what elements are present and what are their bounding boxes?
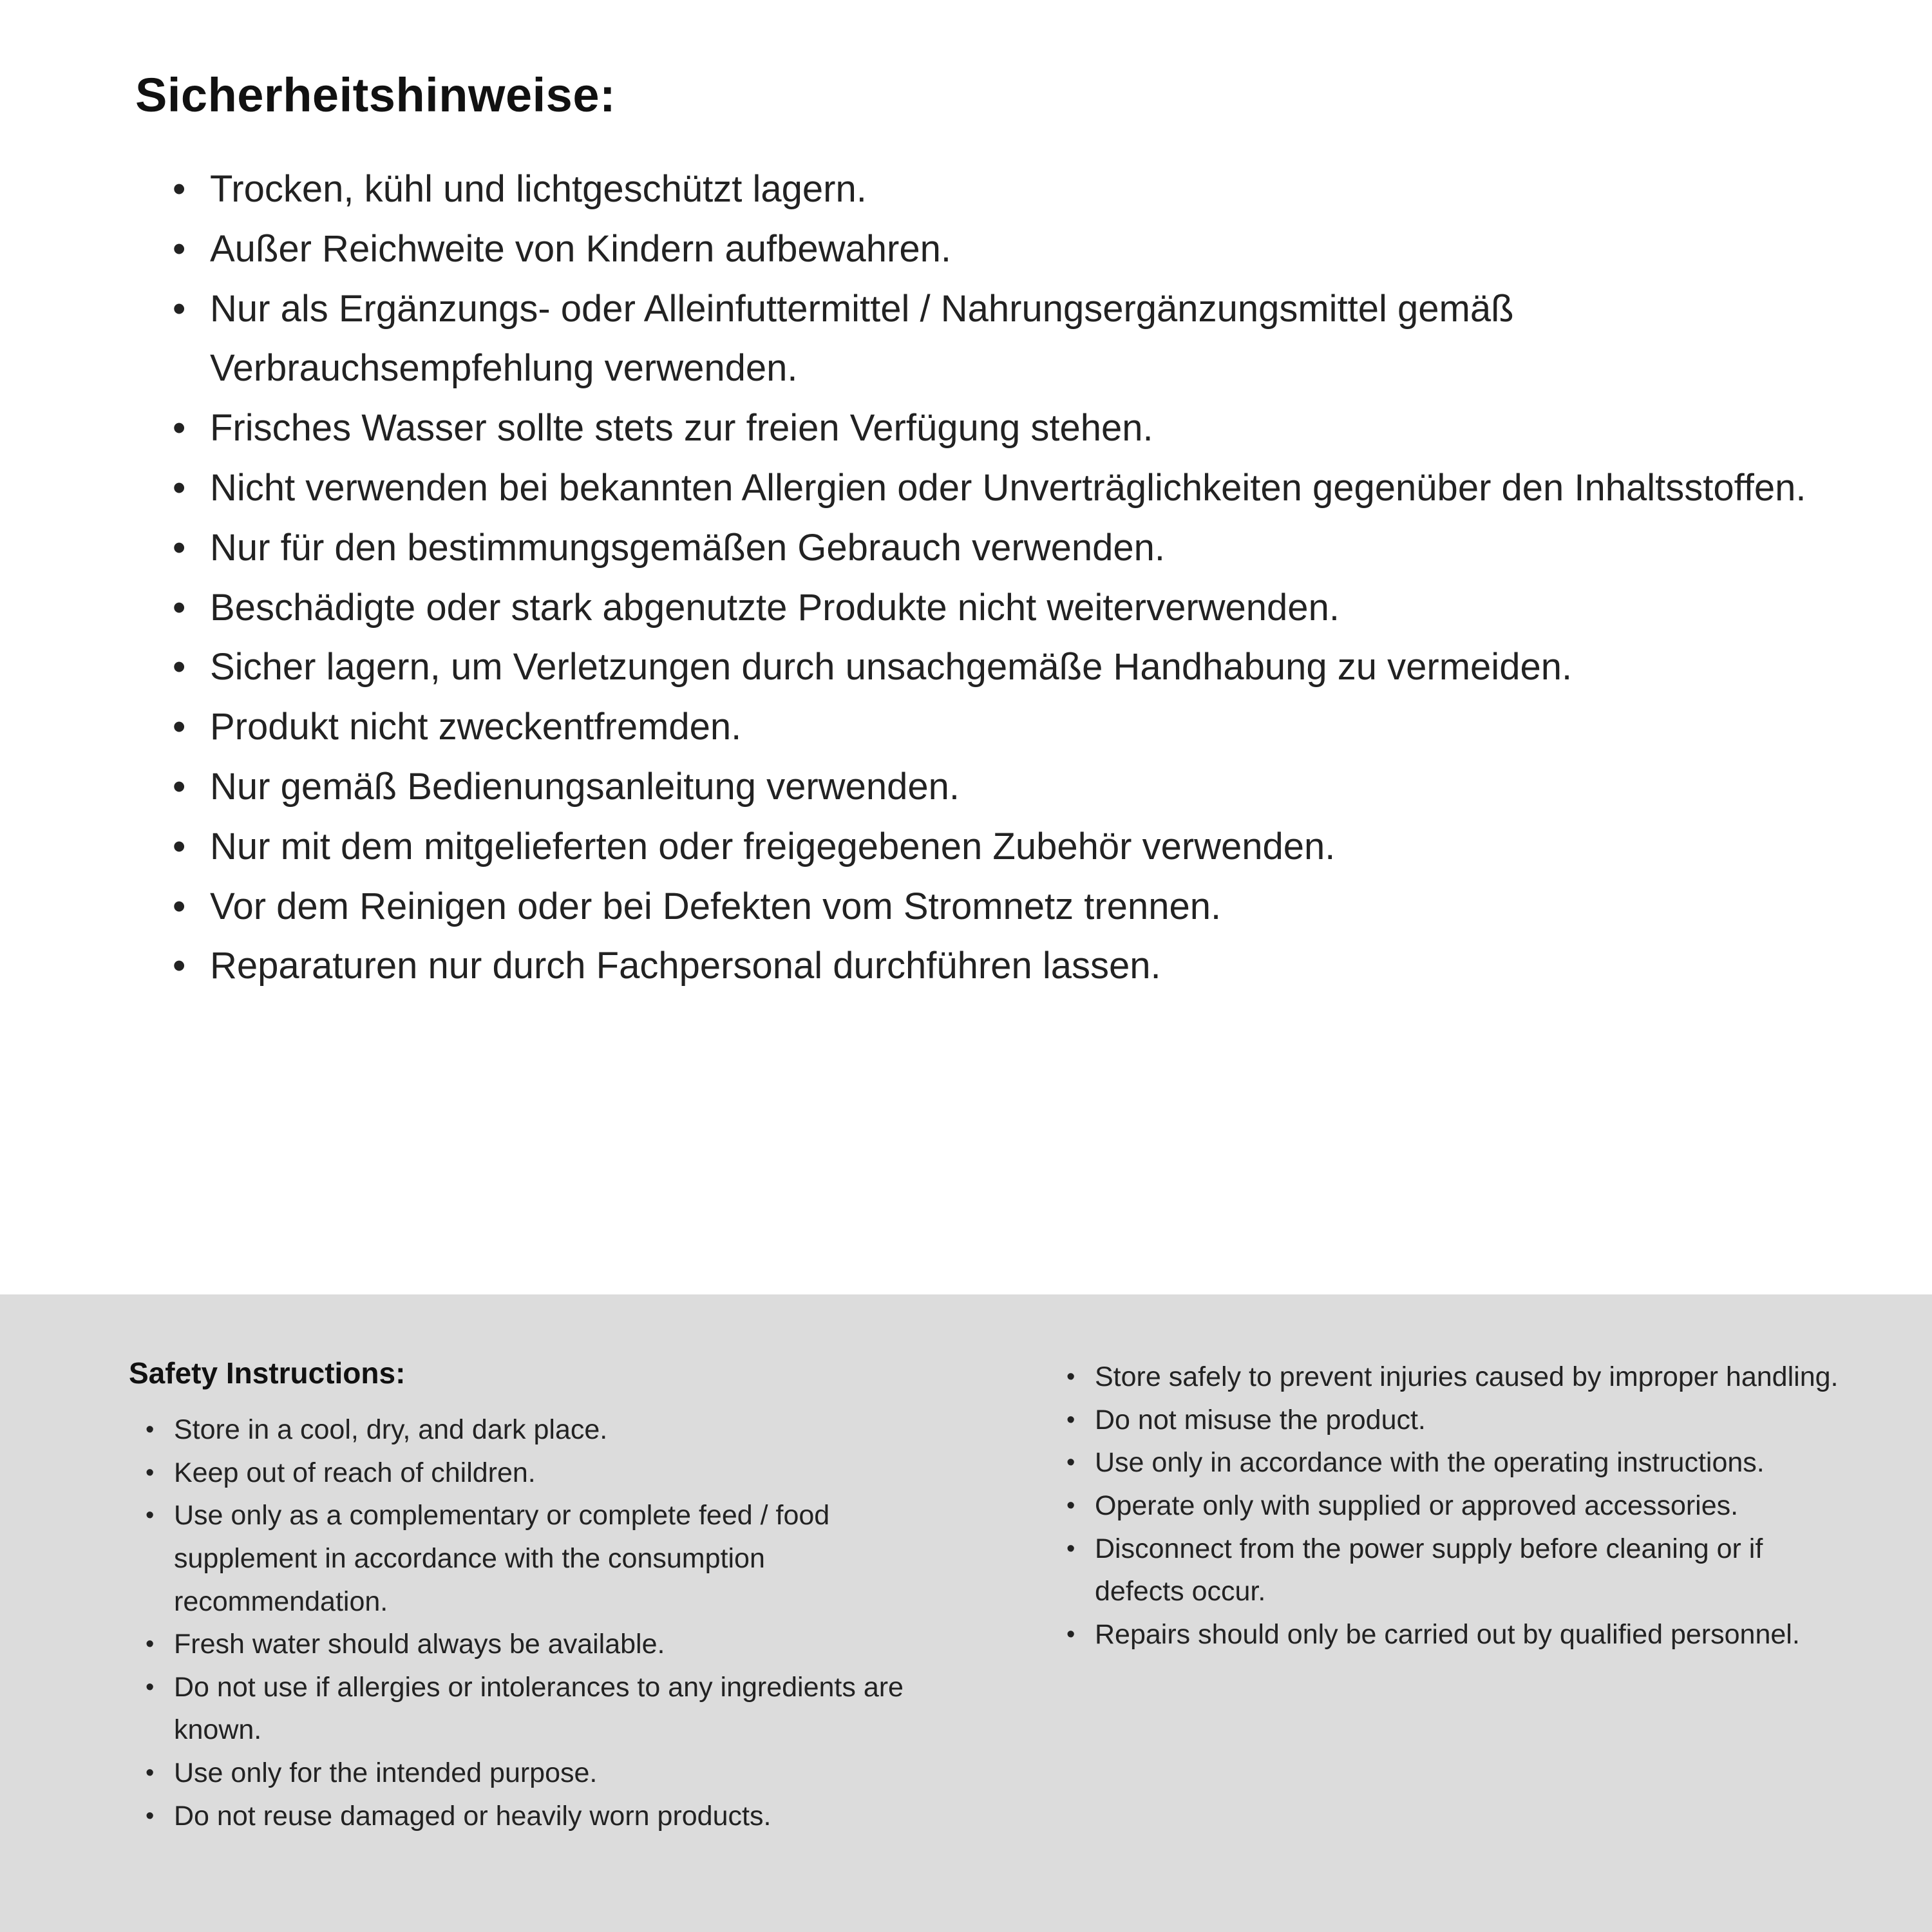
- list-item: • Nur als Ergänzungs- oder Alleinfuttermittel / Nahrungsergänzungsmittel gemäß Verbrauchsempfehlung verwenden.: [173, 279, 1816, 399]
- list-item: • Nur für den bestimmungsgemäßen Gebrauch verwenden.: [173, 518, 1816, 578]
- list-item: • Vor dem Reinigen oder bei Defekten vom Stromnetz trennen.: [173, 877, 1816, 937]
- list-item: • Nur gemäß Bedienungsanleitung verwenden.: [173, 757, 1816, 817]
- english-left-column: [129, 1356, 972, 1893]
- english-safety-list-right: [1050, 1356, 1842, 1656]
- list-item: • Beschädigte oder stark abgenutzte Produkte nicht weiterverwenden.: [173, 578, 1816, 638]
- list-item: • Do not use if allergies or intolerances to any ingredients are known.: [146, 1666, 972, 1752]
- list-item: • Use only in accordance with the operating instructions.: [1066, 1441, 1842, 1484]
- list-item: • Frisches Wasser sollte stets zur freien Verfügung stehen.: [173, 399, 1816, 459]
- list-item: • Do not misuse the product.: [1066, 1399, 1842, 1442]
- list-item: • Reparaturen nur durch Fachpersonal durchführen lassen.: [173, 936, 1816, 996]
- german-safety-list: [135, 160, 1816, 996]
- list-item: • Store in a cool, dry, and dark place.: [146, 1408, 972, 1452]
- list-item: • Fresh water should always be available.: [146, 1623, 972, 1666]
- english-safety-section: [0, 1294, 1932, 1932]
- list-item: • Produkt nicht zweckentfremden.: [173, 697, 1816, 757]
- list-item: • Operate only with supplied or approved accessories.: [1066, 1484, 1842, 1528]
- english-right-column: [1050, 1356, 1842, 1893]
- list-item: • Use only for the intended purpose.: [146, 1752, 972, 1795]
- english-safety-list-left: [129, 1408, 972, 1837]
- list-item: • Sicher lagern, um Verletzungen durch unsachgemäße Handhabung zu vermeiden.: [173, 638, 1816, 697]
- german-section-heading: Sicherheitshinweise:: [135, 68, 616, 122]
- list-item: • Nicht verwenden bei bekannten Allergien oder Unverträglichkeiten gegenüber den Inhaltsstoffen.: [173, 459, 1816, 518]
- list-item: • Außer Reichweite von Kindern aufbewahren.: [173, 220, 1816, 279]
- list-item: • Repairs should only be carried out by qualified personnel.: [1066, 1613, 1842, 1656]
- list-item: • Store safely to prevent injuries caused by improper handling.: [1066, 1356, 1842, 1399]
- list-item: • Do not reuse damaged or heavily worn products.: [146, 1795, 972, 1838]
- list-item: • Trocken, kühl und lichtgeschützt lagern.: [173, 160, 1816, 220]
- list-item: • Nur mit dem mitgelieferten oder freigegebenen Zubehör verwenden.: [173, 817, 1816, 877]
- list-item: • Use only as a complementary or complete feed / food supplement in accordance with the consumption recommendation.: [146, 1494, 972, 1623]
- english-section-heading: Safety Instructions:: [129, 1356, 406, 1390]
- list-item: • Keep out of reach of children.: [146, 1452, 972, 1495]
- list-item: • Disconnect from the power supply before cleaning or if defects occur.: [1066, 1528, 1842, 1613]
